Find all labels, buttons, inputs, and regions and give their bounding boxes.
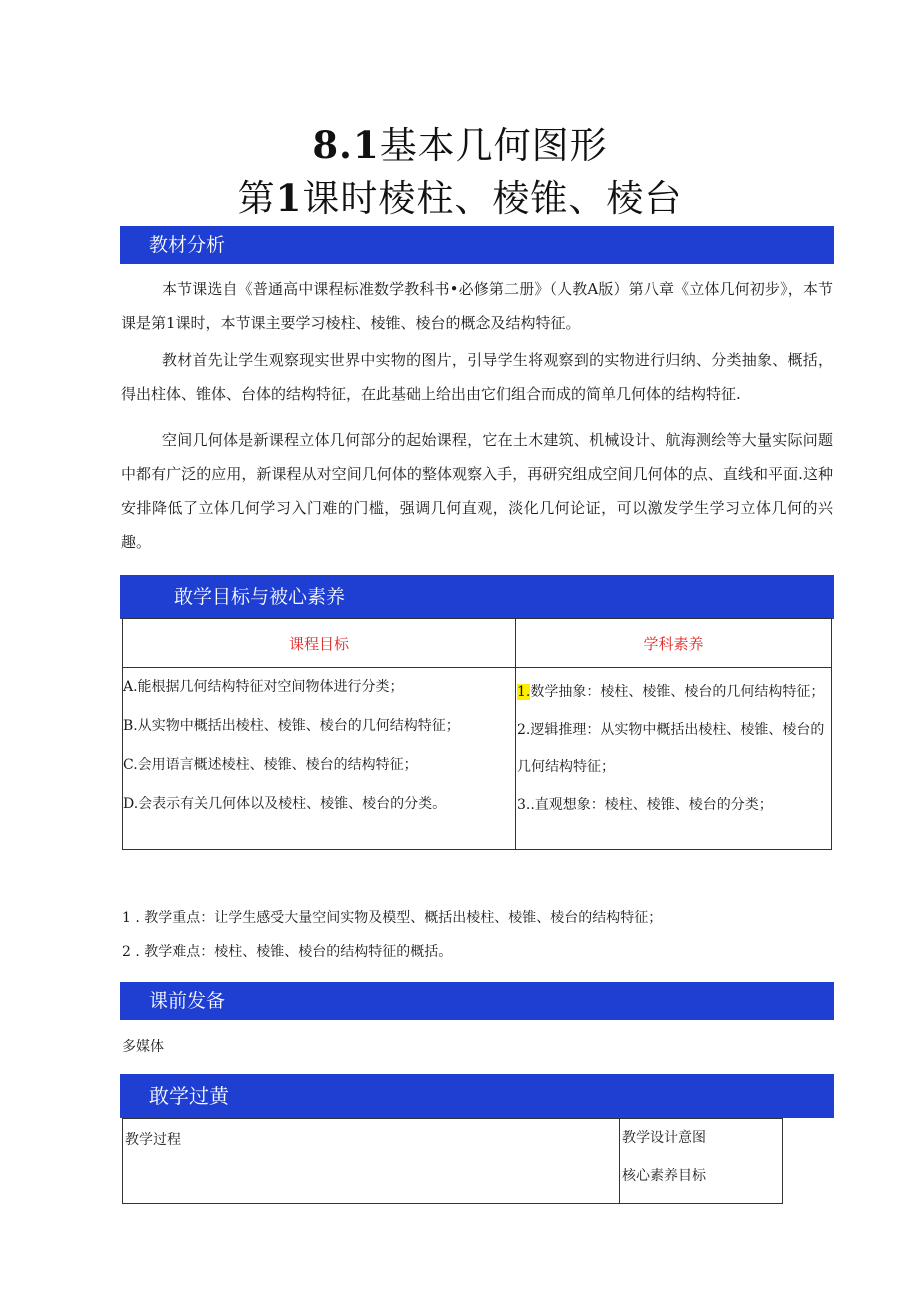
design-intent-label: 教学设计意图 [622,1130,706,1146]
goal-item-d: D.会表示有关几何体以及棱柱、棱锥、棱台的分类。 [123,796,447,812]
paragraph-3: 空间几何体是新课程立体几何部分的起始课程，它在土木建筑、机械设计、航海测绘等大量实际问题中都有广泛的应用，新课程从对空间几何体的整体观察入手，再研究组成空间几何体的点、直线和平面.这种安排降低了立体几何学习入门难的门槛，强调几何直观，淡化几何论证，可以激发学生学习立体几何的兴趣。 [121,431,833,551]
key-point-2: 2 . 教学难点：棱柱、棱锥、棱台的结构特征的概括。 [122,944,453,960]
document-subtitle [0,168,920,222]
literacy-item-1 [516,674,831,712]
process-cell [123,1119,620,1204]
goal-item-b: B.从实物中概括出棱柱、棱锥、棱台的几何结构特征； [123,718,460,734]
section-heading: 课前发备 [149,990,226,1012]
literacy-item-2: 2.逻辑推理：从实物中概括出棱柱、棱锥、棱台的几何结构特征； [517,721,825,775]
preparation-content: 多媒体 [122,1039,164,1055]
section-heading: 教材分析 [149,234,226,256]
paragraph-2: 教材首先让学生观察现实世界中实物的图片，引导学生将观察到的实物进行归纳、分类抽象、概括，得出柱体、锥体、台体的结构特征，在此基础上给出由它们组合而成的简单几何体的结构特征. [121,351,833,403]
section-banner-preparation [120,982,834,1020]
header-course-goals: 课程目标 [123,619,516,668]
literacy-item-3: 3..直观想象：棱柱、棱锥、棱台的分类； [517,796,773,813]
subtitle-number: 1 [275,176,303,220]
goals-table [122,618,832,850]
goals-cell [123,668,516,850]
key-point-1: 1 . 教学重点：让学生感受大量空间实物及模型、概括出棱柱、棱锥、棱台的结构特征； [122,910,663,926]
title-text: 基本几何图形 [379,124,608,167]
section-banner-teaching-process [120,1074,834,1118]
section-heading: 敢学目标与被心素养 [174,586,346,608]
paragraph-1: 本节课选自《普通高中课程标准数学教科书•必修第二册》（人教A版）第八章《立体几何初步》，本节课是第1课时，本节课主要学习棱柱、棱锥、棱台的概念及结构特征。 [121,280,833,332]
design-intent-cell [620,1119,783,1204]
goal-item-c: C.会用语言概述棱柱、棱锥、棱台的结构特征； [123,757,418,773]
process-label: 教学过程 [125,1132,181,1148]
document-title [0,115,920,169]
highlighted-number: 1. [517,684,531,700]
subtitle-text: 课时棱柱、棱锥、棱台 [302,177,683,220]
core-literacy-label: 核心素养目标 [622,1168,706,1184]
header-subject-literacy: 学科素养 [516,619,832,668]
section-heading: 敢学过黄 [149,1084,229,1108]
title-number: 8.1 [312,123,380,167]
literacy-item-1-text: 数学抽象：棱柱、棱锥、棱台的几何结构特征； [530,684,825,700]
goal-item-a: A.能根据几何结构特征对空间物体进行分类； [123,679,404,695]
subtitle-prefix: 第 [237,177,276,220]
section-banner-teaching-goals [120,575,834,619]
process-table [122,1118,783,1204]
section-banner-textbook-analysis [120,226,834,264]
literacy-cell [516,668,832,850]
